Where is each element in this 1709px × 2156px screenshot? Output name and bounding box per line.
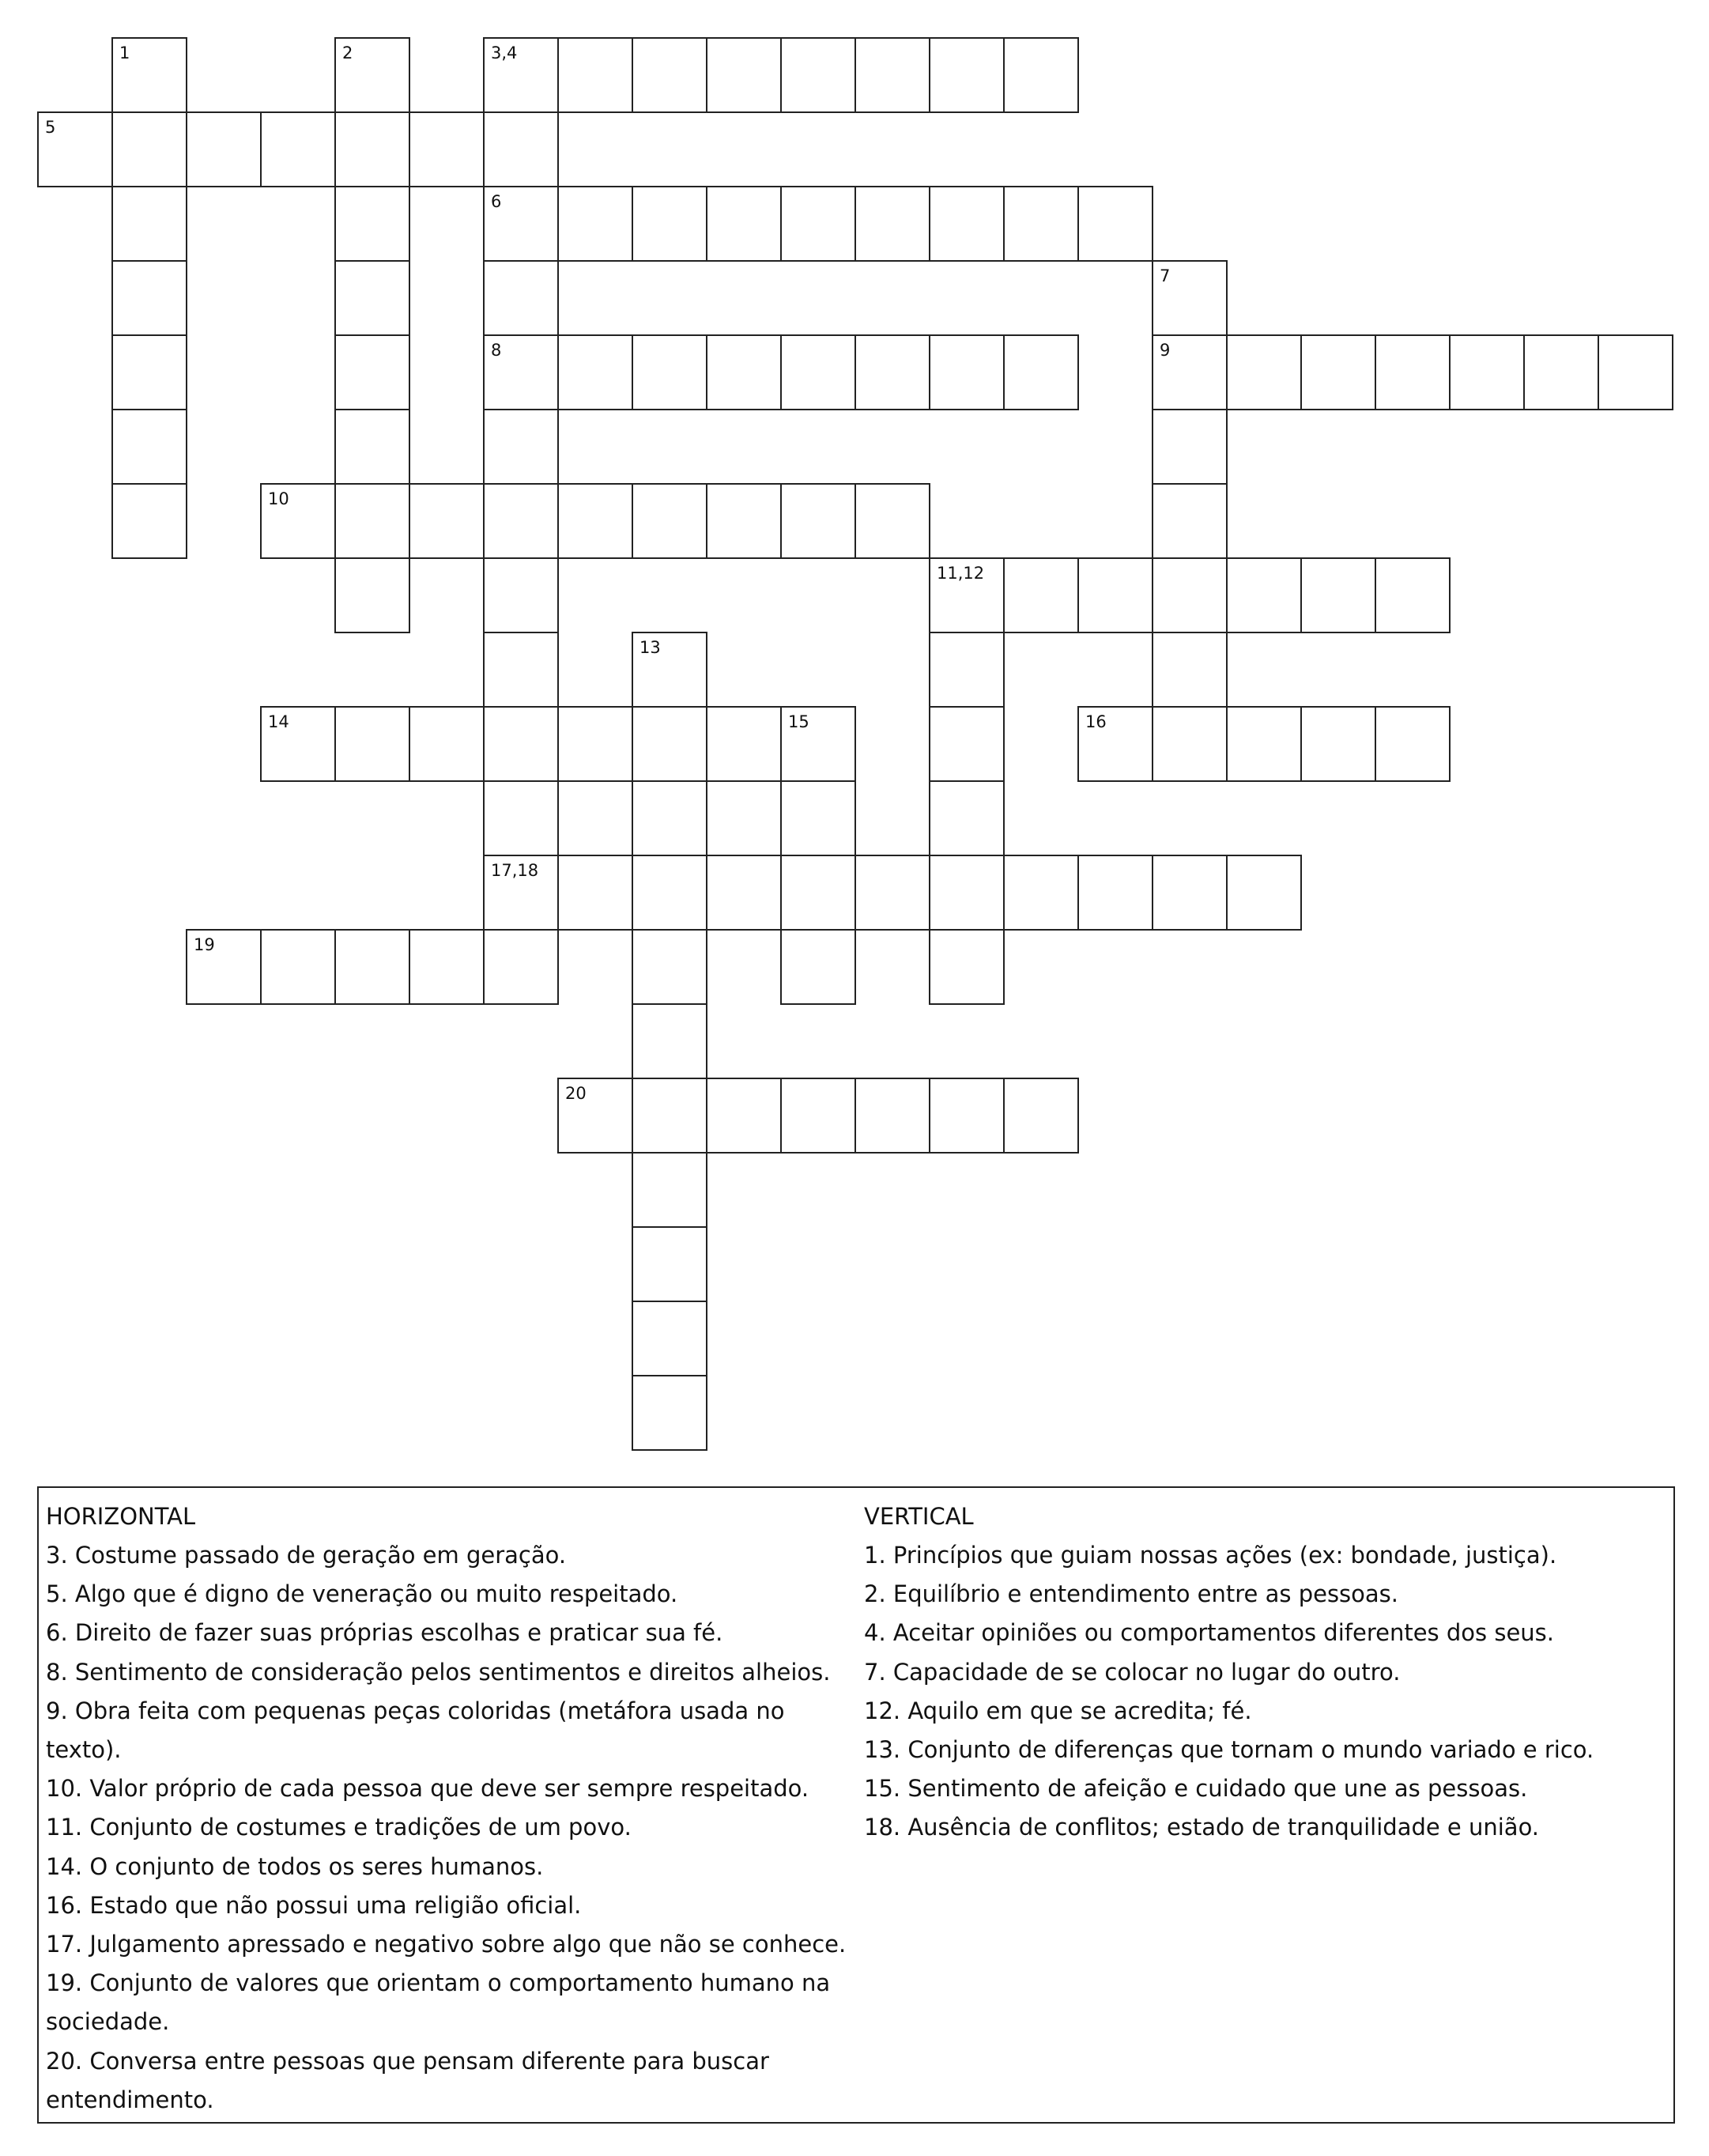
grid-cell[interactable] <box>483 706 559 782</box>
grid-cell[interactable] <box>334 260 410 336</box>
grid-cell[interactable] <box>1523 334 1599 410</box>
clue-number: 20 <box>565 1084 587 1103</box>
clue-h9: 9. Obra feita com pequenas peças coloridas (metáfora usada no texto). <box>46 1697 785 1764</box>
grid-cell[interactable] <box>186 929 262 1005</box>
grid-cell[interactable] <box>483 334 559 410</box>
grid-cell[interactable] <box>483 483 559 559</box>
grid-cell[interactable] <box>1226 557 1302 633</box>
grid-cell[interactable] <box>409 929 485 1005</box>
grid-cell[interactable] <box>854 186 930 262</box>
clue-number: 7 <box>1160 266 1171 285</box>
grid-cell[interactable] <box>111 186 187 262</box>
grid-cell[interactable] <box>632 632 707 708</box>
grid-cell[interactable] <box>260 706 336 782</box>
grid-cell[interactable] <box>780 855 856 931</box>
grid-cell[interactable] <box>854 334 930 410</box>
grid-cell[interactable] <box>780 334 856 410</box>
grid-cell[interactable] <box>1152 632 1228 708</box>
clue-number: 6 <box>491 192 502 211</box>
grid-cell[interactable] <box>780 929 856 1005</box>
grid-cell[interactable] <box>334 557 410 633</box>
grid-cell[interactable] <box>1003 557 1079 633</box>
clue-h14: 14. O conjunto de todos os seres humanos. <box>46 1852 544 1880</box>
grid-cell[interactable] <box>780 706 856 782</box>
grid-cell[interactable] <box>483 111 559 187</box>
clues-box <box>37 1486 1675 2124</box>
grid-cell[interactable] <box>483 855 559 931</box>
clue-number: 8 <box>491 341 502 360</box>
grid-cell[interactable] <box>1375 334 1451 410</box>
grid-cell[interactable] <box>929 632 1005 708</box>
grid-cell[interactable] <box>334 334 410 410</box>
clue-number: 19 <box>194 935 215 954</box>
grid-cell[interactable] <box>111 334 187 410</box>
clue-number: 2 <box>342 43 353 62</box>
grid-cell[interactable] <box>37 111 113 187</box>
grid-cell[interactable] <box>929 855 1005 931</box>
grid-cell[interactable] <box>483 409 559 485</box>
grid-cell[interactable] <box>780 1078 856 1154</box>
grid-cell[interactable] <box>1003 855 1079 931</box>
grid-cell[interactable] <box>483 780 559 856</box>
grid-cell[interactable] <box>780 37 856 113</box>
clue-v15: 15. Sentimento de afeição e cuidado que une as pessoas. <box>864 1775 1528 1803</box>
grid-cell[interactable] <box>111 409 187 485</box>
grid-cell[interactable] <box>929 186 1005 262</box>
vertical-heading: VERTICAL <box>864 1503 974 1530</box>
grid-cell[interactable] <box>1152 409 1228 485</box>
grid-cell[interactable] <box>929 780 1005 856</box>
grid-cell[interactable] <box>483 37 559 113</box>
grid-cell[interactable] <box>780 186 856 262</box>
grid-cell[interactable] <box>334 483 410 559</box>
grid-cell[interactable] <box>409 483 485 559</box>
grid-cell[interactable] <box>1449 334 1525 410</box>
grid-cell[interactable] <box>632 1375 707 1451</box>
grid-cell[interactable] <box>1003 1078 1079 1154</box>
grid-cell[interactable] <box>483 632 559 708</box>
grid-cell[interactable] <box>706 37 782 113</box>
clue-number: 17,18 <box>491 861 539 880</box>
clue-h11: 11. Conjunto de costumes e tradições de um povo. <box>46 1814 632 1841</box>
grid-cell[interactable] <box>1152 855 1228 931</box>
grid-cell[interactable] <box>854 37 930 113</box>
grid-cell[interactable] <box>706 483 782 559</box>
clue-v12: 12. Aquilo em que se acredita; fé. <box>864 1697 1252 1724</box>
grid-cell[interactable] <box>1152 334 1228 410</box>
grid-cell[interactable] <box>334 706 410 782</box>
grid-cell[interactable] <box>632 186 707 262</box>
grid-cell[interactable] <box>929 334 1005 410</box>
grid-cell[interactable] <box>780 780 856 856</box>
clue-h20-cont: entendimento. <box>46 2086 214 2113</box>
clue-h8: 8. Sentimento de consideração pelos sentimentos e direitos alheios. <box>46 1658 831 1686</box>
grid-cell[interactable] <box>557 334 633 410</box>
clue-h5: 5. Algo que é digno de veneração ou muito respeitado. <box>46 1580 678 1608</box>
clue-number: 3,4 <box>491 43 518 62</box>
grid-cell[interactable] <box>1226 706 1302 782</box>
grid-cell[interactable] <box>483 260 559 336</box>
clue-number: 5 <box>45 118 56 137</box>
clue-h19: 19. Conjunto de valores que orientam o comportamento humano na <box>46 1969 831 1997</box>
clue-number: 11,12 <box>937 564 985 583</box>
grid-cell[interactable] <box>557 1078 633 1154</box>
grid-cell[interactable] <box>632 855 707 931</box>
grid-cell[interactable] <box>632 334 707 410</box>
grid-cell[interactable] <box>632 780 707 856</box>
grid-cell[interactable] <box>334 409 410 485</box>
grid-cell[interactable] <box>1003 334 1079 410</box>
grid-cell[interactable] <box>186 111 262 187</box>
clue-h17: 17. Julgamento apressado e negativo sobre algo que não se conhece. <box>46 1931 847 1958</box>
horizontal-clues <box>46 1497 852 2120</box>
grid-cell[interactable] <box>334 111 410 187</box>
grid-cell[interactable] <box>632 1226 707 1302</box>
grid-cell[interactable] <box>1226 334 1302 410</box>
grid-cell[interactable] <box>632 706 707 782</box>
grid-cell[interactable] <box>929 929 1005 1005</box>
grid-cell[interactable] <box>557 37 633 113</box>
grid-cell[interactable] <box>557 706 633 782</box>
clue-v7: 7. Capacidade de se colocar no lugar do outro. <box>864 1658 1401 1686</box>
grid-cell[interactable] <box>706 334 782 410</box>
clue-h10: 10. Valor próprio de cada pessoa que deve ser sempre respeitado. <box>46 1775 809 1803</box>
grid-cell[interactable] <box>1077 557 1153 633</box>
vertical-clues <box>864 1497 1670 1848</box>
clue-v4: 4. Aceitar opiniões ou comportamentos diferentes dos seus. <box>864 1619 1555 1647</box>
grid-cell[interactable] <box>1077 186 1153 262</box>
grid-cell[interactable] <box>1152 706 1228 782</box>
grid-cell[interactable] <box>557 186 633 262</box>
grid-cell[interactable] <box>334 929 410 1005</box>
grid-cell[interactable] <box>260 483 336 559</box>
grid-cell[interactable] <box>409 111 485 187</box>
grid-cell[interactable] <box>1375 557 1451 633</box>
grid-cell[interactable] <box>1077 855 1153 931</box>
clue-v1: 1. Princípios que guiam nossas ações (ex: bondade, justiça). <box>864 1542 1557 1569</box>
grid-cell[interactable] <box>706 855 782 931</box>
grid-cell[interactable] <box>632 1152 707 1228</box>
grid-cell[interactable] <box>929 706 1005 782</box>
clue-number: 13 <box>639 638 661 657</box>
horizontal-heading: HORIZONTAL <box>46 1503 196 1530</box>
grid-cell[interactable] <box>632 1078 707 1154</box>
grid-cell[interactable] <box>557 855 633 931</box>
grid-cell[interactable] <box>632 483 707 559</box>
clue-h6: 6. Direito de fazer suas próprias escolhas e praticar sua fé. <box>46 1619 723 1647</box>
grid-cell[interactable] <box>260 929 336 1005</box>
grid-cell[interactable] <box>1077 706 1153 782</box>
grid-cell[interactable] <box>483 186 559 262</box>
clue-h20: 20. Conversa entre pessoas que pensam diferente para buscar <box>46 2047 769 2075</box>
grid-cell[interactable] <box>929 37 1005 113</box>
grid-cell[interactable] <box>632 929 707 1005</box>
grid-cell[interactable] <box>929 557 1005 633</box>
grid-cell[interactable] <box>854 483 930 559</box>
clue-number: 15 <box>788 712 809 731</box>
grid-cell[interactable] <box>929 1078 1005 1154</box>
grid-cell[interactable] <box>111 37 187 113</box>
grid-cell[interactable] <box>1226 855 1302 931</box>
grid-cell[interactable] <box>111 260 187 336</box>
clue-h19-cont: sociedade. <box>46 2008 170 2036</box>
grid-cell[interactable] <box>706 1078 782 1154</box>
clue-v13: 13. Conjunto de diferenças que tornam o mundo variado e rico. <box>864 1736 1594 1764</box>
clue-h3: 3. Costume passado de geração em geração. <box>46 1542 567 1569</box>
grid-cell[interactable] <box>409 706 485 782</box>
clue-number: 16 <box>1085 712 1107 731</box>
grid-cell[interactable] <box>1598 334 1673 410</box>
grid-cell[interactable] <box>1300 557 1376 633</box>
clue-number: 14 <box>268 712 289 731</box>
grid-cell[interactable] <box>260 111 336 187</box>
clue-h16: 16. Estado que não possui uma religião oficial. <box>46 1891 582 1919</box>
grid-cell[interactable] <box>706 186 782 262</box>
grid-cell[interactable] <box>1375 706 1451 782</box>
grid-cell[interactable] <box>1003 186 1079 262</box>
grid-cell[interactable] <box>632 1003 707 1079</box>
grid-cell[interactable] <box>483 929 559 1005</box>
clue-number: 10 <box>268 489 289 508</box>
clue-number: 1 <box>119 43 130 62</box>
clue-v2: 2. Equilíbrio e entendimento entre as pessoas. <box>864 1580 1399 1608</box>
grid-cell[interactable] <box>632 1301 707 1376</box>
grid-cell[interactable] <box>1003 37 1079 113</box>
grid-cell[interactable] <box>1152 557 1228 633</box>
grid-cell[interactable] <box>111 111 187 187</box>
grid-cell[interactable] <box>706 706 782 782</box>
clue-v18: 18. Ausência de conflitos; estado de tranquilidade e união. <box>864 1814 1540 1841</box>
grid-cell[interactable] <box>854 855 930 931</box>
grid-cell[interactable] <box>1300 334 1376 410</box>
grid-cell[interactable] <box>854 1078 930 1154</box>
grid-cell[interactable] <box>780 483 856 559</box>
grid-cell[interactable] <box>557 483 633 559</box>
grid-cell[interactable] <box>1152 483 1228 559</box>
grid-cell[interactable] <box>632 37 707 113</box>
grid-cell[interactable] <box>483 557 559 633</box>
grid-cell[interactable] <box>334 186 410 262</box>
grid-cell[interactable] <box>1152 260 1228 336</box>
grid-cell[interactable] <box>334 37 410 113</box>
clue-number: 9 <box>1160 341 1171 360</box>
grid-cell[interactable] <box>1300 706 1376 782</box>
grid-cell[interactable] <box>111 483 187 559</box>
